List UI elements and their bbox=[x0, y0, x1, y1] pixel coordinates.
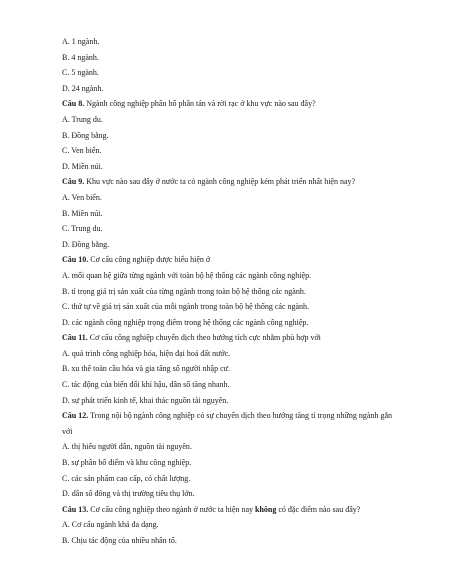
answer-option: B. Chịu tác động của nhiều nhân tố. bbox=[62, 536, 177, 545]
answer-option: A. Cơ cấu ngành khá đa dạng. bbox=[62, 520, 159, 530]
answer-option: B. Miền núi. bbox=[62, 208, 103, 218]
question-text: Cơ cấu công nghiệp được biểu hiện ở bbox=[88, 255, 211, 265]
negation-word: không bbox=[255, 504, 277, 514]
question-number: Câu 11. bbox=[62, 333, 88, 343]
answer-option: D. dân số đông và thị trường tiêu thụ lớn. bbox=[62, 489, 195, 499]
answer-option: B. sự phân bố điểm và khu công nghiệp. bbox=[62, 458, 192, 468]
question-number: Câu 13. bbox=[62, 504, 89, 514]
answer-option: D. Miền núi. bbox=[62, 161, 103, 171]
answer-option: C. Ven biển. bbox=[62, 146, 102, 156]
question-number: Câu 10. bbox=[62, 255, 89, 265]
question-number: Câu 8. bbox=[62, 99, 85, 109]
question-number: Câu 9. bbox=[62, 177, 85, 187]
question bbox=[62, 96, 392, 112]
answer-option: D. Đồng bằng. bbox=[62, 239, 110, 249]
answer-option: A. mối quan hệ giữa từng ngành với toàn bộ hệ thống các ngành công nghiệp. bbox=[62, 270, 312, 280]
document-page bbox=[62, 34, 392, 549]
answer-option: C. tác động của biến đổi khí hậu, dân số tăng nhanh. bbox=[62, 380, 230, 390]
answer-option: D. các ngành công nghiệp trọng điểm trong hệ thống các ngành công nghiệp. bbox=[62, 317, 309, 327]
question-text: Ngành công nghiệp phân bố phân tán và rời rạc ở khu vực nào sau đây? bbox=[84, 99, 316, 109]
answer-option: D. sự phát triển kinh tế, khai thác nguồn tài nguyên. bbox=[62, 395, 229, 405]
answer-option: B. 4 ngành. bbox=[62, 52, 99, 62]
answer-option: C. Trung du. bbox=[62, 224, 103, 234]
question bbox=[62, 252, 392, 268]
answer-option: C. thứ tự về giá trị sản xuất của mỗi ngành trong toàn bộ hệ thống các ngành. bbox=[62, 302, 310, 312]
answer-option: D. 24 ngành. bbox=[62, 83, 104, 93]
question-text: Khu vực nào sau đây ở nước ta có ngành công nghiệp kém phát triển nhất hiện nay? bbox=[84, 177, 356, 187]
answer-option: A. Ven biển. bbox=[62, 192, 102, 202]
answer-option: B. xu thế toàn cầu hóa và gia tăng số người nhập cư. bbox=[62, 364, 230, 374]
answer-option: A. 1 ngành. bbox=[62, 37, 100, 46]
answer-option: B. Đồng bằng. bbox=[62, 130, 109, 140]
question bbox=[62, 174, 392, 190]
question-number: Câu 12. bbox=[62, 411, 89, 421]
question-text: Trong nội bộ ngành công nghiệp có sự chuyển dịch theo hướng tăng tỉ trọng những ngành gắn với bbox=[62, 411, 393, 436]
answer-option: A. Trung du. bbox=[62, 114, 103, 124]
question bbox=[62, 502, 392, 518]
question bbox=[62, 330, 392, 346]
question-text: Cơ cấu công nghiệp theo ngành ở nước ta hiện nay bbox=[88, 504, 255, 514]
answer-option: C. 5 ngành. bbox=[62, 68, 99, 78]
answer-option: A. thị hiếu người dân, nguồn tài nguyên. bbox=[62, 442, 192, 452]
question bbox=[62, 408, 392, 439]
question-text: có đặc điểm nào sau đây? bbox=[276, 504, 361, 514]
answer-option: C. các sản phẩm cao cấp, có chất lượng. bbox=[62, 473, 191, 483]
answer-option: B. tỉ trọng giá trị sản xuất của từng ngành trong toàn bộ hệ thống các ngành. bbox=[62, 286, 306, 296]
question-text: Cơ cấu công nghiệp chuyển dịch theo hướng tích cực nhằm phù hợp với bbox=[87, 333, 321, 343]
answer-option: A. quá trình công nghiệp hóa, hiện đại hoá đất nước. bbox=[62, 348, 231, 358]
